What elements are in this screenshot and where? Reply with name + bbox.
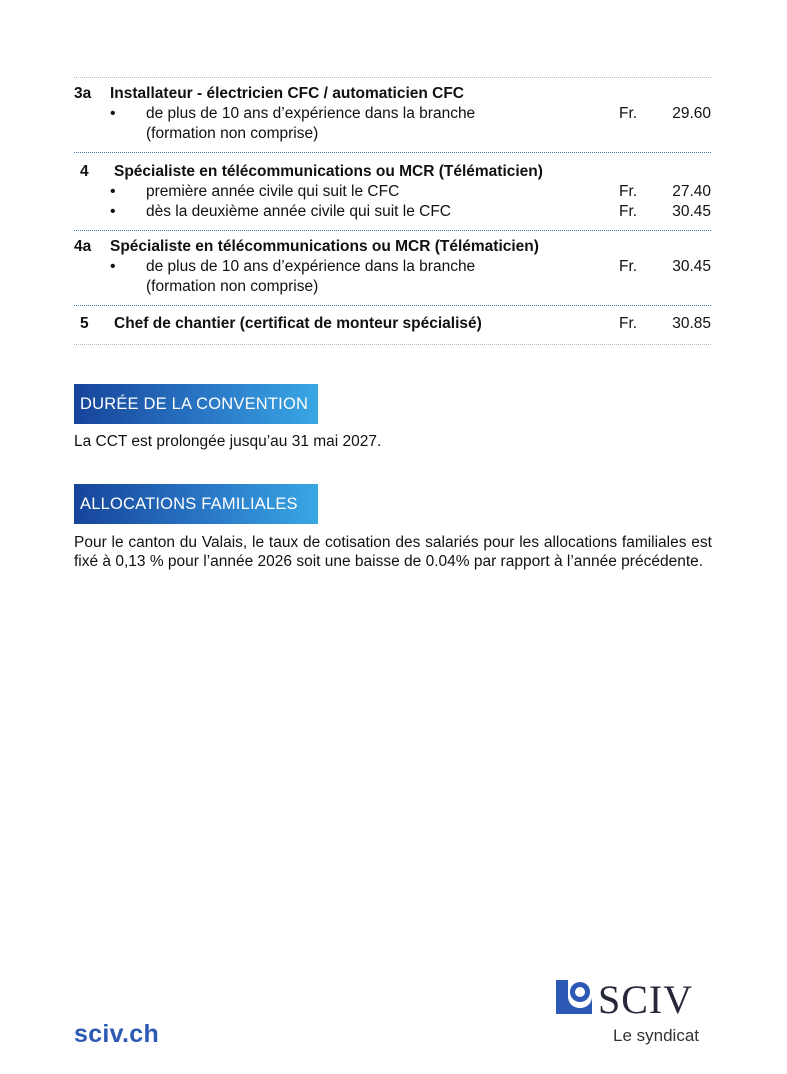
rate-title: Installateur - électricien CFC / automaticien CFC [110, 85, 464, 102]
rate-group-header [74, 314, 711, 334]
section-heading-allocations: ALLOCATIONS FAMILIALES [74, 484, 318, 524]
rate-group-header [74, 84, 711, 104]
rate-line-continuation [74, 277, 711, 297]
rate-line-continuation [74, 124, 711, 144]
bullet [110, 182, 146, 202]
rate-number: 4 [80, 163, 89, 180]
logo-wordmark: SCIV [598, 977, 694, 1022]
wage-rates-table [74, 77, 711, 345]
rate-line [74, 182, 711, 202]
rate-currency: Fr. [619, 258, 638, 275]
logo-tagline: Le syndicat [613, 1026, 699, 1045]
rate-value: 30.45 [672, 258, 711, 275]
rate-note: (formation non comprise) [146, 278, 319, 295]
rate-group-header [74, 237, 711, 257]
rate-group-4 [74, 153, 711, 230]
rate-currency: Fr. [619, 315, 638, 332]
rate-label: première année civile qui suit le CFC [146, 183, 400, 200]
bullet [110, 257, 146, 277]
rate-label: dès la deuxième année civile qui suit le CFC [146, 203, 451, 220]
rate-value: 29.60 [672, 105, 711, 122]
rate-number: 3a [74, 85, 92, 102]
rate-number: 4a [74, 238, 92, 255]
rate-line [74, 104, 711, 124]
footer-website-link[interactable]: sciv.ch [74, 1020, 160, 1048]
rate-group-4a [74, 231, 711, 305]
bullet [110, 104, 146, 124]
rate-title: Spécialiste en télécommunications ou MCR (Télématicien) [114, 163, 543, 180]
rate-title: Chef de chantier (certificat de monteur spécialisé) [114, 315, 482, 332]
rate-note: (formation non comprise) [146, 125, 319, 142]
rate-group-header [74, 162, 711, 182]
rate-line [74, 257, 711, 277]
rate-label: de plus de 10 ans d’expérience dans la branche [146, 105, 476, 122]
rate-title: Spécialiste en télécommunications ou MCR (Télématicien) [110, 238, 539, 255]
rate-value: 30.45 [672, 203, 711, 220]
rate-currency: Fr. [619, 183, 638, 200]
section-text-duree: La CCT est prolongée jusqu’au 31 mai 2027. [74, 433, 382, 450]
bullet [110, 202, 146, 222]
rate-number: 5 [80, 315, 89, 332]
rate-group-5 [74, 306, 711, 344]
rate-value: 30.85 [672, 315, 711, 332]
section-heading-duree: DURÉE DE LA CONVENTION [74, 384, 318, 424]
rate-group-3a [74, 78, 711, 152]
rate-line [74, 202, 711, 222]
sciv-logo-icon [554, 978, 596, 1021]
rate-value: 27.40 [672, 183, 711, 200]
separator [74, 344, 711, 345]
rate-currency: Fr. [619, 105, 638, 122]
rate-label: de plus de 10 ans d’expérience dans la branche [146, 258, 476, 275]
rate-currency: Fr. [619, 203, 638, 220]
section-text-allocations: Pour le canton du Valais, le taux de cotisation des salariés pour les allocations familiales est fixé à 0,13 % pour l’année 2026 soit une baisse de 0.04% par rapport à l’année précédente. [74, 534, 712, 570]
